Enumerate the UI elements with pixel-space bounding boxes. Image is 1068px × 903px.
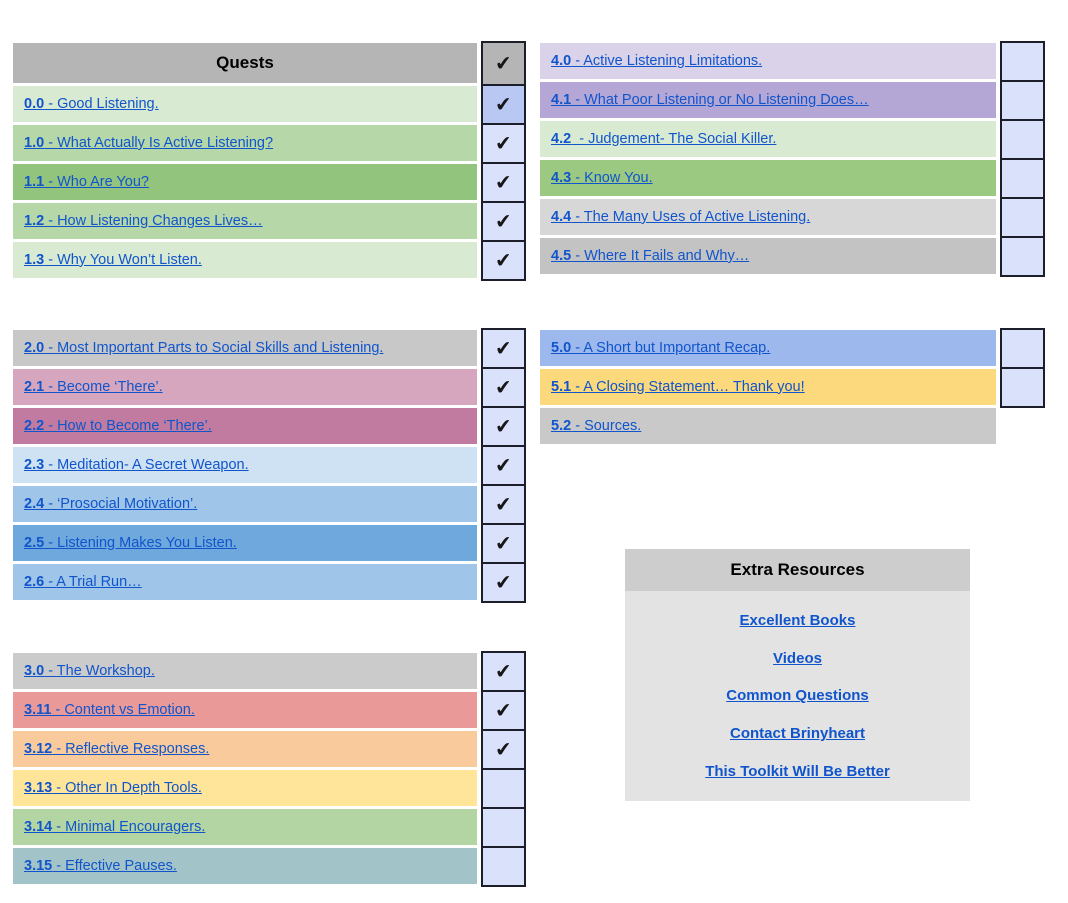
check-cell[interactable] (1000, 328, 1045, 369)
quest-title: Content vs Emotion. (64, 701, 195, 718)
check-cell[interactable] (481, 406, 526, 447)
check-cell[interactable] (481, 328, 526, 369)
checkmark-icon: ✔ (494, 659, 513, 684)
extra-resources-links (625, 591, 970, 801)
checkmark-icon: ✔ (494, 170, 513, 195)
quest-title: Listening Makes You Listen. (57, 534, 237, 551)
quest-link[interactable]: 1.2 - How Listening Changes Lives… (24, 212, 263, 229)
quest-link[interactable]: 3.13 - Other In Depth Tools. (24, 779, 202, 796)
quest-title: Active Listening Limitations. (583, 52, 763, 69)
quest-row (13, 731, 477, 767)
quest-title: Minimal Encouragers. (65, 818, 206, 835)
checkmark-icon: ✔ (494, 570, 513, 595)
checkmark-icon: ✔ (494, 492, 513, 517)
quest-row (13, 330, 477, 366)
quest-row (540, 330, 996, 366)
quest-row (540, 43, 996, 79)
quest-title: ‘Prosocial Motivation’. (57, 495, 198, 512)
quest-title: The Workshop. (56, 662, 155, 679)
quest-row (13, 692, 477, 728)
check-column (481, 41, 526, 281)
resource-link[interactable]: Excellent Books (739, 611, 856, 629)
quest-title: Sources. (584, 417, 642, 434)
quest-title: Become ‘There’. (57, 378, 163, 395)
check-cell[interactable] (481, 690, 526, 731)
quest-title: A Trial Run… (56, 573, 142, 590)
quest-title: Know You. (584, 169, 653, 186)
quest-rows (540, 43, 1045, 274)
quest-link[interactable]: 1.0 - What Actually Is Active Listening? (24, 134, 274, 151)
quests-table-3 (13, 653, 526, 887)
quest-title: Where It Fails and Why… (584, 247, 750, 264)
quest-number: 4.3 (551, 169, 572, 186)
quest-number: 4.1 (551, 91, 572, 108)
quest-link[interactable]: 5.1 - A Closing Statement… Thank you! (551, 378, 805, 395)
quest-link[interactable]: 2.3 - Meditation- A Secret Weapon. (24, 456, 249, 473)
quest-rows (13, 653, 526, 884)
quest-row (13, 564, 477, 600)
quest-row (13, 86, 477, 122)
checkmark-icon: ✔ (494, 414, 513, 439)
quest-title: Reflective Responses. (65, 740, 210, 757)
check-cell[interactable] (1000, 367, 1045, 408)
quest-link[interactable]: 1.1 - Who Are You? (24, 173, 149, 190)
quest-link[interactable]: 2.0 - Most Important Parts to Social Skills and Listening. (24, 339, 384, 356)
quest-title: What Poor Listening or No Listening Does… (584, 91, 869, 108)
quest-number: 1.3 (24, 251, 45, 268)
check-cell[interactable] (1000, 119, 1045, 160)
quest-number: 1.0 (24, 134, 45, 151)
check-cell[interactable] (1000, 197, 1045, 238)
quest-number: 5.0 (551, 339, 572, 356)
check-cell[interactable] (481, 768, 526, 809)
quest-row (540, 369, 996, 405)
quest-link[interactable]: 2.1 - Become ‘There’. (24, 378, 163, 395)
quest-number: 2.1 (24, 378, 45, 395)
checkmark-icon: ✔ (494, 51, 513, 76)
quest-title: What Actually Is Active Listening? (57, 134, 274, 151)
check-cell[interactable] (481, 162, 526, 203)
quest-link[interactable]: 3.12 - Reflective Responses. (24, 740, 210, 757)
quest-number: 0.0 (24, 95, 45, 112)
quest-row (13, 848, 477, 884)
quest-row (540, 238, 996, 274)
check-cell[interactable] (481, 240, 526, 281)
quest-number: 4.5 (551, 247, 572, 264)
quest-link[interactable]: 3.0 - The Workshop. (24, 662, 155, 679)
quest-link[interactable]: 2.5 - Listening Makes You Listen. (24, 534, 237, 551)
quest-title: Who Are You? (57, 173, 149, 190)
check-cell[interactable] (481, 201, 526, 242)
quest-row (13, 125, 477, 161)
quest-number: 2.4 (24, 495, 45, 512)
quest-link[interactable]: 0.0 - Good Listening. (24, 95, 159, 112)
quest-number: 5.1 (551, 378, 572, 395)
quest-title: The Many Uses of Active Listening. (583, 208, 811, 225)
quest-title: A Short but Important Recap. (583, 339, 771, 356)
check-column (1000, 328, 1045, 408)
quest-link[interactable]: 5.2 - Sources. (551, 417, 642, 434)
quest-number: 2.3 (24, 456, 45, 473)
quest-link[interactable]: 5.0 - A Short but Important Recap. (551, 339, 771, 356)
check-cell[interactable] (481, 807, 526, 848)
check-cell[interactable] (481, 523, 526, 564)
checkmark-icon: ✔ (494, 248, 513, 273)
check-cell[interactable] (481, 729, 526, 770)
quest-row (13, 525, 477, 561)
quest-row (540, 408, 996, 444)
quest-link[interactable]: 3.11 - Content vs Emotion. (24, 701, 195, 718)
quests-table-4 (540, 43, 1045, 277)
quest-link[interactable]: 1.3 - Why You Won’t Listen. (24, 251, 202, 268)
check-cell[interactable] (1000, 80, 1045, 121)
check-cell[interactable] (481, 367, 526, 408)
resource-link[interactable]: This Toolkit Will Be Better (705, 763, 890, 781)
checkmark-icon: ✔ (494, 375, 513, 400)
check-cell[interactable] (1000, 158, 1045, 199)
quest-title: Judgement- The Social Killer. (588, 130, 777, 147)
resource-link[interactable]: Common Questions (726, 687, 869, 705)
quest-link[interactable]: 2.4 - ‘Prosocial Motivation’. (24, 495, 198, 512)
quests-header (13, 43, 477, 83)
quest-rows (13, 43, 526, 278)
quest-link[interactable]: 4.3 - Know You. (551, 169, 653, 186)
quest-number: 4.2 (551, 130, 572, 147)
quest-number: 3.12 (24, 740, 53, 757)
quest-number: 2.5 (24, 534, 45, 551)
quests-header-label: Quests (216, 53, 274, 72)
quests-table-5 (540, 330, 1045, 447)
checkmark-icon: ✔ (494, 92, 513, 117)
quest-number: 1.1 (24, 173, 45, 190)
check-cell[interactable] (481, 562, 526, 603)
check-cell[interactable] (481, 651, 526, 692)
quest-rows (13, 330, 526, 600)
quest-number: 3.14 (24, 818, 53, 835)
quest-number: 3.15 (24, 857, 53, 874)
quest-row (13, 770, 477, 806)
quest-row (540, 160, 996, 196)
check-column (1000, 41, 1045, 277)
quest-title: A Closing Statement… Thank you! (583, 378, 805, 395)
quest-number: 2.6 (24, 573, 45, 590)
quest-link[interactable]: 4.0 - Active Listening Limitations. (551, 52, 763, 69)
quest-number: 5.2 (551, 417, 572, 434)
checkmark-icon: ✔ (494, 698, 513, 723)
quest-title: How to Become ‘There’. (57, 417, 212, 434)
checkmark-icon: ✔ (494, 453, 513, 478)
check-column (481, 651, 526, 887)
quest-number: 4.0 (551, 52, 572, 69)
quest-row (13, 164, 477, 200)
extra-resources-box (625, 549, 970, 801)
quest-number: 3.13 (24, 779, 53, 796)
checkmark-icon: ✔ (494, 209, 513, 234)
checkmark-icon: ✔ (494, 531, 513, 556)
resource-link[interactable]: Contact Brinyheart (729, 725, 866, 743)
check-cell[interactable] (481, 445, 526, 486)
quest-link[interactable]: 4.5 - Where It Fails and Why… (551, 247, 750, 264)
check-cell[interactable] (481, 484, 526, 525)
quest-number: 2.2 (24, 417, 45, 434)
quest-row (13, 408, 477, 444)
quest-row (540, 199, 996, 235)
quest-row (13, 809, 477, 845)
quest-rows (540, 330, 1045, 444)
quests-table-2 (13, 330, 526, 603)
checkmark-icon: ✔ (494, 131, 513, 156)
quest-row (540, 121, 996, 157)
quest-row (13, 486, 477, 522)
quest-title: Most Important Parts to Social Skills and Listening. (57, 339, 384, 356)
quest-link[interactable]: 4.2 - Judgement- The Social Killer. (551, 130, 777, 147)
quest-title: How Listening Changes Lives… (57, 212, 263, 229)
check-column (481, 328, 526, 603)
quest-row (540, 82, 996, 118)
quest-number: 3.0 (24, 662, 45, 679)
check-cell[interactable] (481, 84, 526, 125)
resource-link[interactable]: Videos (773, 649, 822, 667)
check-header-cell (481, 41, 526, 86)
check-cell[interactable] (1000, 236, 1045, 277)
quests-table-1 (13, 43, 526, 281)
check-cell[interactable] (1000, 41, 1045, 82)
extra-resources-title: Extra Resources (625, 549, 970, 591)
quest-title: Why You Won’t Listen. (57, 251, 202, 268)
quest-link[interactable]: 4.4 - The Many Uses of Active Listening. (551, 208, 811, 225)
quest-link[interactable]: 2.2 - How to Become ‘There’. (24, 417, 212, 434)
quest-number: 2.0 (24, 339, 45, 356)
quest-row (13, 242, 477, 278)
check-cell[interactable] (481, 123, 526, 164)
quest-link[interactable]: 2.6 - A Trial Run… (24, 573, 142, 590)
quest-row (13, 203, 477, 239)
quest-title: Effective Pauses. (65, 857, 177, 874)
quest-title: Meditation- A Secret Weapon. (57, 456, 249, 473)
quest-title: Good Listening. (57, 95, 159, 112)
quest-number: 3.11 (24, 701, 52, 718)
quest-title: Other In Depth Tools. (65, 779, 202, 796)
quest-link[interactable]: 4.1 - What Poor Listening or No Listening Does… (551, 91, 869, 108)
checkmark-icon: ✔ (494, 737, 513, 762)
quest-link[interactable]: 3.15 - Effective Pauses. (24, 857, 177, 874)
quest-number: 1.2 (24, 212, 45, 229)
check-cell[interactable] (481, 846, 526, 887)
quest-number: 4.4 (551, 208, 572, 225)
quest-row (13, 447, 477, 483)
checkmark-icon: ✔ (494, 336, 513, 361)
quest-row (13, 369, 477, 405)
quest-row (13, 653, 477, 689)
quest-link[interactable]: 3.14 - Minimal Encouragers. (24, 818, 206, 835)
